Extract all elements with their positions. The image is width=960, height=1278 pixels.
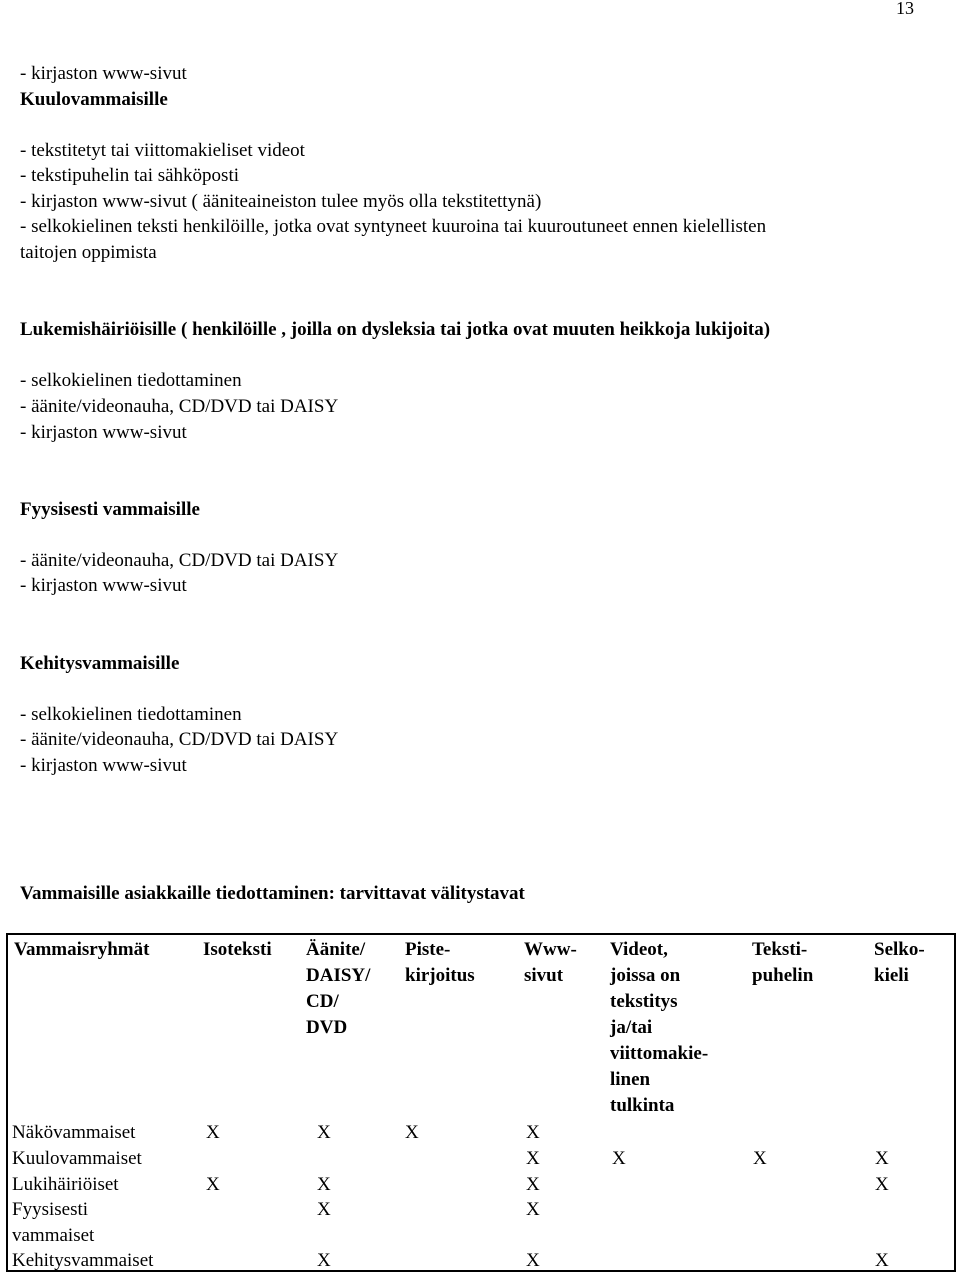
header-tekstitys: tekstitys	[610, 991, 678, 1012]
table-cell-mark: X	[612, 1148, 626, 1169]
text-line: - kirjaston www-sivut ( ääniteaineiston tulee myös olla tekstitettynä)	[20, 191, 542, 212]
text-line: - selkokielinen tiedottaminen	[20, 370, 242, 391]
text-line: - kirjaston www-sivut	[20, 575, 187, 596]
text-line: - äänite/videonauha, CD/DVD tai DAISY	[20, 396, 339, 417]
section-heading-lukemishairioisille: Lukemishäiriöisille ( henkilöille , joilla on dysleksia tai jotka ovat muuten heikkoja lukijoita)	[20, 319, 771, 340]
text-line: - kirjaston www-sivut	[20, 422, 187, 443]
table-cell-mark: X	[405, 1122, 419, 1143]
header-www: Www-	[524, 939, 577, 960]
section-heading-fyysisesti-vammaisille: Fyysisesti vammaisille	[20, 499, 200, 520]
header-dvd: DVD	[306, 1017, 348, 1038]
header-cd: CD/	[306, 991, 339, 1012]
section-heading-kuulovammaisille: Kuulovammaisille	[20, 89, 168, 110]
section-heading-kehitysvammaisille: Kehitysvammaisille	[20, 653, 180, 674]
table-cell-mark: X	[526, 1122, 540, 1143]
text-line: taitojen oppimista	[20, 242, 157, 263]
text-line: - kirjaston www-sivut	[20, 63, 187, 84]
table-row-label: Näkövammaiset	[12, 1122, 136, 1143]
header-joissa-on: joissa on	[610, 965, 681, 986]
table-cell-mark: X	[875, 1148, 889, 1169]
header-isoteksti: Isoteksti	[203, 939, 272, 960]
table-cell-mark: X	[206, 1122, 220, 1143]
table-cell-mark: X	[875, 1250, 889, 1271]
text-line: - selkokielinen teksti henkilöille, jotka ovat syntyneet kuuroina tai kuuroutuneet ennen kielellisten	[20, 216, 767, 237]
text-line: - selkokielinen tiedottaminen	[20, 704, 242, 725]
header-selko: Selko-	[874, 939, 925, 960]
header-vammaisryhmat: Vammaisryhmät	[14, 939, 150, 960]
header-teksti: Teksti-	[752, 939, 808, 960]
header-viittomakie: viittomakie-	[610, 1043, 709, 1064]
table-row-label: vammaiset	[12, 1225, 95, 1246]
header-puhelin: puhelin	[752, 965, 814, 986]
header-piste: Piste-	[405, 939, 451, 960]
table-cell-mark: X	[875, 1174, 889, 1195]
table-cell-mark: X	[526, 1199, 540, 1220]
table-row-label: Kuulovammaiset	[12, 1148, 142, 1169]
header-linen: linen	[610, 1069, 651, 1090]
header-kieli: kieli	[874, 965, 909, 986]
table-cell-mark: X	[526, 1174, 540, 1195]
page-number: 13	[896, 0, 914, 18]
text-line: - tekstipuhelin tai sähköposti	[20, 165, 240, 186]
table-row-label: Lukihäiriöiset	[12, 1174, 119, 1195]
text-line: - tekstitetyt tai viittomakieliset videot	[20, 140, 305, 161]
table-cell-mark: X	[317, 1122, 331, 1143]
header-kirjoitus: kirjoitus	[405, 965, 475, 986]
table-row-label: Kehitysvammaiset	[12, 1250, 154, 1271]
header-daisy: DAISY/	[306, 965, 371, 986]
table-cell-mark: X	[753, 1148, 767, 1169]
communication-channels-table	[6, 933, 956, 1272]
header-sivut: sivut	[524, 965, 564, 986]
table-cell-mark: X	[317, 1199, 331, 1220]
table-cell-mark: X	[317, 1174, 331, 1195]
header-aanite: Äänite/	[306, 939, 366, 960]
text-line: - äänite/videonauha, CD/DVD tai DAISY	[20, 729, 339, 750]
table-row-label: Fyysisesti	[12, 1199, 89, 1220]
text-line: - äänite/videonauha, CD/DVD tai DAISY	[20, 550, 339, 571]
table-cell-mark: X	[317, 1250, 331, 1271]
table-cell-mark: X	[526, 1148, 540, 1169]
table-cell-mark: X	[526, 1250, 540, 1271]
table-cell-mark: X	[206, 1174, 220, 1195]
table-caption: Vammaisille asiakkaille tiedottaminen: tarvittavat välitystavat	[20, 883, 525, 904]
header-tulkinta: tulkinta	[610, 1095, 675, 1116]
header-videot: Videot,	[610, 939, 668, 960]
header-ja-tai: ja/tai	[610, 1017, 653, 1038]
text-line: - kirjaston www-sivut	[20, 755, 187, 776]
